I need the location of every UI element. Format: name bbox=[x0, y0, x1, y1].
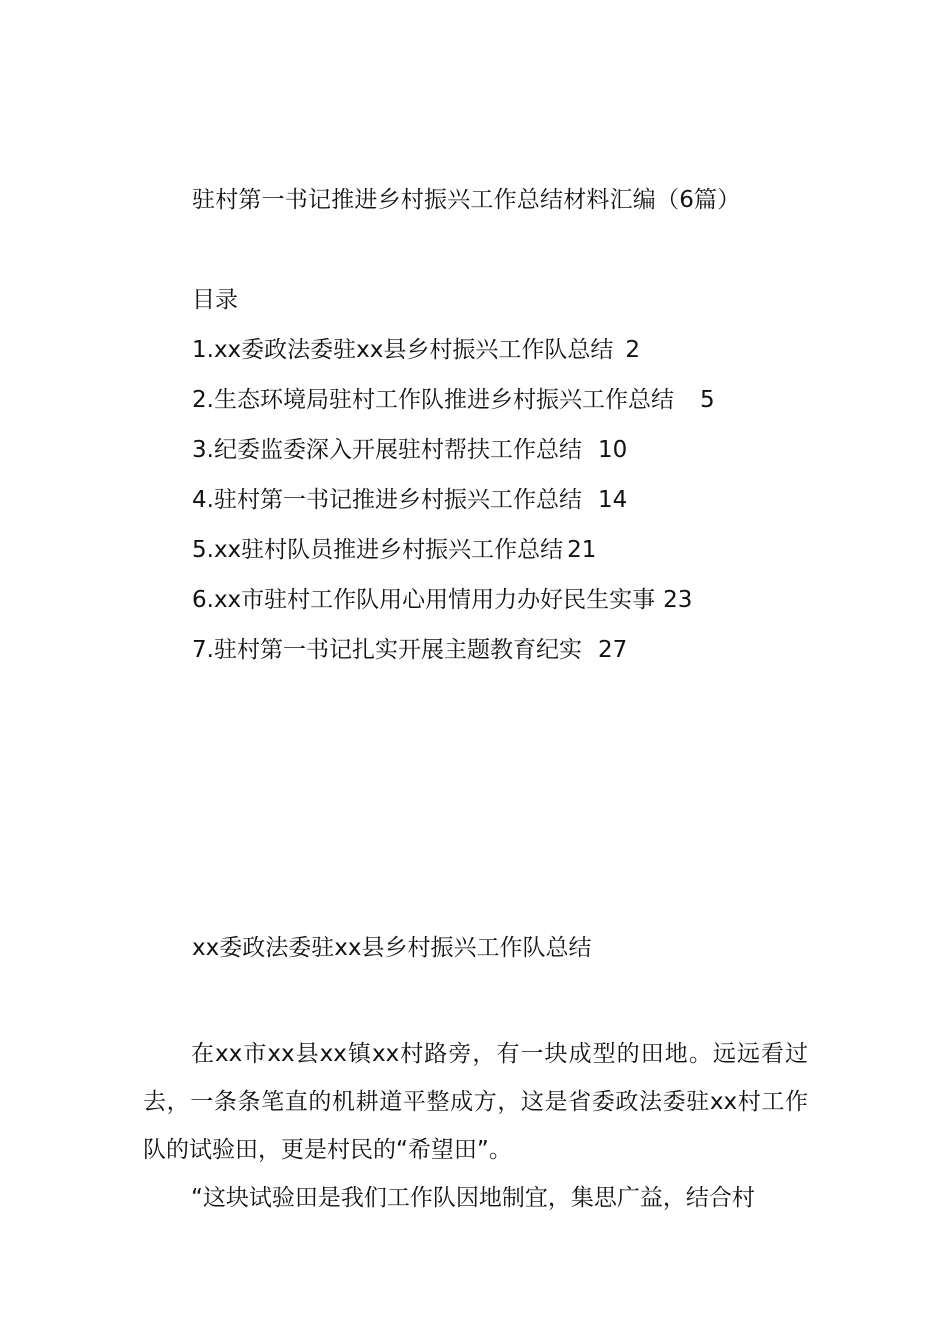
toc-entry-page: 23 bbox=[663, 587, 693, 613]
toc-entry-6[interactable] bbox=[192, 584, 715, 634]
toc-entry-page: 10 bbox=[597, 437, 628, 463]
toc-entry-5[interactable] bbox=[192, 534, 715, 584]
toc-entry-page: 21 bbox=[567, 537, 597, 563]
toc-entry-label: 6.xx市驻村工作队用心用情用力办好民生实事 bbox=[192, 587, 656, 613]
toc-entry-label: 4.驻村第一书记推进乡村振兴工作总结 bbox=[192, 487, 582, 513]
toc-entry-page: 5 bbox=[699, 387, 715, 413]
toc-entry-7[interactable] bbox=[192, 634, 715, 684]
toc-entry-page: 2 bbox=[625, 337, 641, 363]
body-text bbox=[143, 1030, 808, 1222]
toc-entry-4[interactable] bbox=[192, 484, 715, 534]
toc-entry-label: 2.生态环境局驻村工作队推进乡村振兴工作总结 bbox=[192, 387, 674, 413]
toc-entry-label: 5.xx驻村队员推进乡村振兴工作总结 bbox=[192, 537, 564, 563]
toc-entry-1[interactable] bbox=[192, 334, 715, 384]
paragraph: “这块试验田是我们工作队因地制宜，集思广益，结合村 bbox=[191, 1185, 755, 1211]
section-title: xx委政法委驻xx县乡村振兴工作队总结 bbox=[192, 935, 592, 961]
toc-entry-page: 27 bbox=[597, 637, 628, 663]
paragraph: 在xx市xx县xx镇xx村路旁，有一块成型的田地。远远看过去，一条条笔直的机耕道平整成方，这是省委政法委驻xx村工作队的试验田，更是村民的“希望田”。 bbox=[143, 1041, 808, 1163]
document-title: 驻村第一书记推进乡村振兴工作总结材料汇编（6篇） bbox=[192, 187, 741, 213]
toc-entry-3[interactable] bbox=[192, 434, 715, 484]
toc-heading: 目录 bbox=[192, 287, 238, 313]
toc-entry-page: 14 bbox=[597, 487, 628, 513]
toc-entry-2[interactable] bbox=[192, 384, 715, 434]
table-of-contents bbox=[192, 334, 715, 684]
toc-entry-label: 3.纪委监委深入开展驻村帮扶工作总结 bbox=[192, 437, 582, 463]
toc-entry-label: 1.xx委政法委驻xx县乡村振兴工作队总结 bbox=[192, 337, 614, 363]
toc-entry-label: 7.驻村第一书记扎实开展主题教育纪实 bbox=[192, 637, 582, 663]
